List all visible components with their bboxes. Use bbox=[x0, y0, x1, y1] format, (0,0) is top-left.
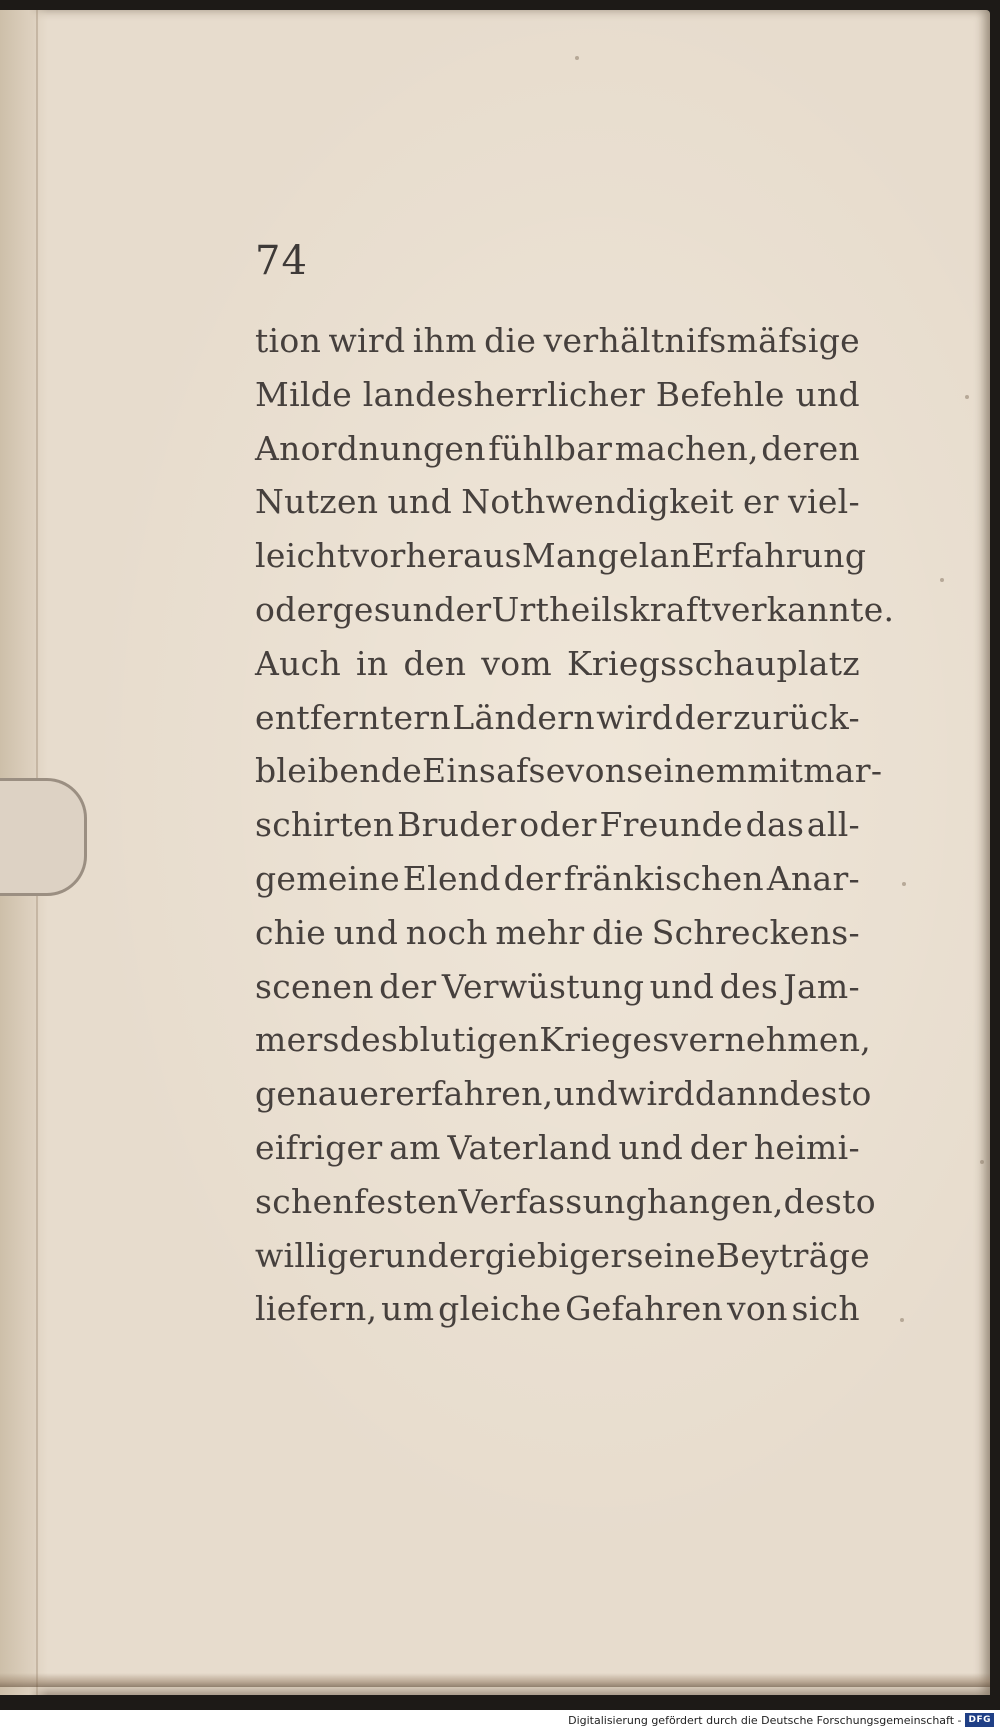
word: vorher bbox=[350, 536, 464, 576]
text-line bbox=[255, 1282, 860, 1336]
word: Verfassung bbox=[458, 1181, 647, 1221]
word: seinem bbox=[626, 751, 748, 791]
word: und bbox=[795, 374, 860, 414]
word: Erfahrung bbox=[691, 536, 867, 576]
word: und bbox=[649, 966, 715, 1006]
word: und bbox=[553, 1074, 618, 1114]
paper-speck bbox=[900, 1318, 904, 1322]
word: seine bbox=[626, 1235, 716, 1275]
word: den bbox=[403, 643, 467, 683]
word: desto bbox=[783, 1181, 876, 1221]
word: chie bbox=[255, 912, 327, 952]
word: Gefahren bbox=[565, 1289, 724, 1329]
word: erfahren, bbox=[395, 1074, 554, 1114]
word: mers bbox=[255, 1020, 340, 1060]
page-bottom-edge bbox=[0, 1673, 990, 1687]
word: in bbox=[356, 643, 389, 683]
text-line bbox=[255, 906, 860, 960]
word: die bbox=[592, 912, 645, 952]
paper-speck bbox=[575, 56, 579, 60]
word: gleiche bbox=[438, 1289, 562, 1329]
text-line bbox=[255, 744, 883, 798]
text-line bbox=[255, 1013, 872, 1067]
word: Bruder bbox=[397, 805, 517, 845]
word: mehr bbox=[495, 912, 585, 952]
word: ihm bbox=[412, 321, 477, 360]
word: Nutzen bbox=[255, 482, 379, 522]
word: Befehle bbox=[655, 374, 785, 414]
word: gesunder bbox=[332, 589, 492, 629]
word: und bbox=[333, 912, 399, 952]
text-line bbox=[255, 1229, 870, 1283]
word: Nothwendigkeit bbox=[461, 482, 734, 522]
word: Anordnungen bbox=[255, 428, 486, 468]
word: an bbox=[649, 536, 692, 576]
word: viel- bbox=[788, 482, 860, 522]
word: wird bbox=[328, 321, 406, 360]
word: festen bbox=[353, 1181, 459, 1221]
dfg-logo: DFG bbox=[965, 1713, 994, 1727]
word: vernehmen, bbox=[669, 1020, 872, 1060]
word: fühlbar bbox=[488, 428, 613, 468]
word: am bbox=[389, 1127, 441, 1167]
word: liefern, bbox=[255, 1289, 378, 1329]
word: wird bbox=[618, 1074, 695, 1114]
word: hangen, bbox=[646, 1181, 784, 1221]
paper-speck bbox=[980, 1160, 984, 1164]
text-line bbox=[255, 637, 860, 691]
word: des bbox=[719, 966, 779, 1006]
text-line bbox=[255, 422, 860, 476]
word: Vaterland bbox=[447, 1127, 612, 1167]
text-line bbox=[255, 1067, 872, 1121]
book-page bbox=[0, 10, 990, 1695]
word: der bbox=[689, 1127, 748, 1167]
word: schen bbox=[255, 1181, 354, 1221]
word: Schreckens- bbox=[651, 912, 860, 952]
word: Elend bbox=[402, 858, 501, 898]
word: gemeine bbox=[255, 858, 400, 898]
word: wird bbox=[596, 697, 674, 737]
word: bleibende bbox=[255, 751, 423, 791]
word: Mangel bbox=[521, 536, 650, 576]
paper-speck bbox=[965, 395, 969, 399]
word: Krieges bbox=[539, 1020, 670, 1060]
word: von bbox=[726, 1289, 788, 1329]
word: Ländern bbox=[452, 697, 595, 737]
word: tion bbox=[255, 321, 322, 360]
word: Anar- bbox=[766, 858, 860, 898]
digitization-footer bbox=[0, 1710, 1000, 1730]
word: Einsafse bbox=[422, 751, 566, 791]
word: desto bbox=[779, 1074, 872, 1114]
word: er bbox=[742, 482, 779, 522]
word: eifriger bbox=[255, 1127, 383, 1167]
word: Verwüstung bbox=[441, 966, 645, 1006]
word: die bbox=[484, 321, 537, 360]
word: deren bbox=[761, 428, 860, 468]
word: vom bbox=[481, 643, 552, 683]
word: blutigen bbox=[398, 1020, 540, 1060]
word: Kriegsschauplatz bbox=[566, 643, 860, 683]
word: und bbox=[384, 1235, 449, 1275]
word: des bbox=[339, 1020, 399, 1060]
word: Milde bbox=[255, 374, 353, 414]
text-line bbox=[255, 314, 860, 368]
word: aus bbox=[463, 536, 522, 576]
word: all- bbox=[806, 805, 860, 845]
word: scenen bbox=[255, 966, 374, 1006]
word: noch bbox=[405, 912, 488, 952]
word: und bbox=[387, 482, 453, 522]
word: Freunde bbox=[599, 805, 743, 845]
text-line bbox=[255, 960, 860, 1014]
word: der bbox=[503, 858, 561, 898]
page-number: 74 bbox=[255, 238, 308, 284]
text-line bbox=[255, 368, 860, 422]
word: der bbox=[674, 697, 732, 737]
word: Beyträge bbox=[715, 1235, 870, 1275]
text-line bbox=[255, 529, 867, 583]
word: und bbox=[618, 1127, 684, 1167]
word: machen, bbox=[614, 428, 759, 468]
word: dann bbox=[694, 1074, 780, 1114]
word: leicht bbox=[255, 536, 351, 576]
word: verkannte. bbox=[711, 589, 895, 629]
word: der bbox=[379, 966, 437, 1006]
word: zurück- bbox=[733, 697, 860, 737]
word: schirten bbox=[255, 805, 395, 845]
paper-speck bbox=[940, 578, 944, 582]
text-line bbox=[255, 475, 860, 529]
word: genauer bbox=[255, 1074, 396, 1114]
text-line bbox=[255, 852, 860, 906]
word: Urtheilskraft bbox=[491, 589, 712, 629]
text-line bbox=[255, 1175, 876, 1229]
word: williger bbox=[255, 1235, 385, 1275]
word: ergiebiger bbox=[448, 1235, 627, 1275]
word: fränkischen bbox=[563, 858, 764, 898]
text-line bbox=[255, 583, 895, 637]
text-line bbox=[255, 798, 860, 852]
word: Jam- bbox=[783, 966, 860, 1006]
word: Auch bbox=[255, 643, 342, 683]
text-line bbox=[255, 1121, 860, 1175]
word: heimi- bbox=[753, 1127, 860, 1167]
word: von bbox=[565, 751, 627, 791]
word: sich bbox=[791, 1289, 860, 1329]
text-line bbox=[255, 691, 860, 745]
word: um bbox=[381, 1289, 435, 1329]
page-clip-tab bbox=[0, 778, 87, 896]
word: das bbox=[745, 805, 805, 845]
word: entferntern bbox=[255, 697, 451, 737]
word: oder bbox=[255, 589, 333, 629]
word: mitmar- bbox=[747, 751, 883, 791]
word: landesherrlicher bbox=[362, 374, 646, 414]
paper-speck bbox=[902, 882, 906, 886]
word: oder bbox=[519, 805, 597, 845]
word: verhältnifsmäfsige bbox=[543, 321, 860, 360]
footer-credit: Digitalisierung gefördert durch die Deutsche Forschungsgemeinschaft - bbox=[568, 1713, 962, 1727]
body-text bbox=[255, 314, 895, 1336]
